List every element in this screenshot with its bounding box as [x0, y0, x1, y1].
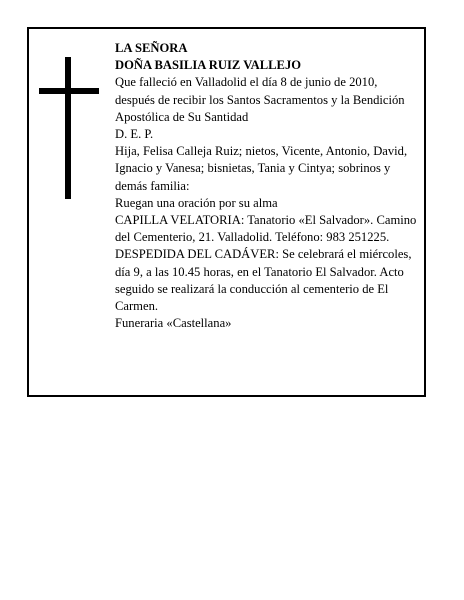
rip-text: D. E. P.: [115, 127, 154, 142]
death-statement: Que falleció en Valladolid el día 8 de junio de 2010, después de recibir los Santos Sacramentos y la Bendición Apostólica de Su Santidad: [115, 75, 405, 124]
cross-vertical-bar: [65, 57, 71, 199]
notice-title: LA SEÑORA: [115, 41, 188, 55]
notice-text: [115, 40, 417, 332]
funeral-home: Funeraria «Castellana»: [115, 316, 232, 331]
deceased-name: DOÑA BASILIA RUIZ VALLEJO: [115, 58, 302, 73]
cross-horizontal-bar: [39, 88, 99, 94]
family-list: Hija, Felisa Calleja Ruiz; nietos, Vicente, Antonio, David, Ignacio y Vanesa; bisnietas, Tania y Cintya; sobrinos y demás familia:: [115, 144, 408, 193]
prayer-request: Ruegan una oración por su alma: [115, 195, 278, 210]
farewell-info: DESPEDIDA DEL CADÁVER: Se celebrará el miércoles, día 9, a las 10.45 horas, en el Tanatorio El Salvador. Acto seguido se realizará la conducción al cementerio de El Carmen.: [115, 247, 412, 314]
cross-icon: [39, 57, 99, 199]
chapel-info: CAPILLA VELATORIA: Tanatorio «El Salvador». Camino del Cementerio, 21. Valladolid. Teléfono: 983 251225.: [115, 213, 417, 245]
obituary-notice: [27, 27, 426, 397]
